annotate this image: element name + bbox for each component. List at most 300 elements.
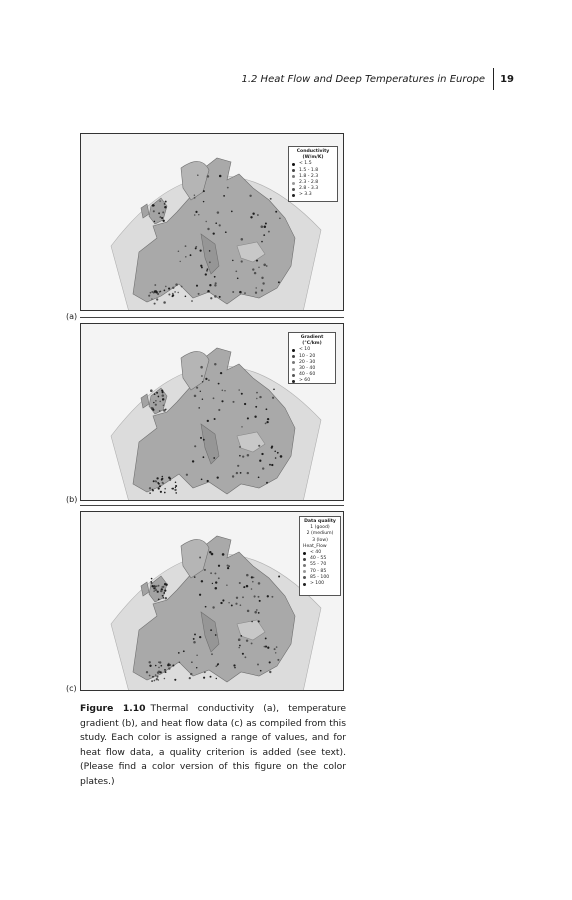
measurement-point	[165, 286, 167, 288]
measurement-point	[158, 667, 160, 669]
map-panel-b	[80, 323, 344, 501]
measurement-point	[155, 480, 157, 482]
measurement-point	[161, 586, 163, 588]
measurement-point	[169, 479, 171, 481]
measurement-point	[256, 392, 258, 394]
measurement-point	[273, 389, 275, 391]
measurement-point	[160, 590, 162, 592]
measurement-point	[235, 270, 237, 272]
legend-item-label: 40 - 60	[299, 372, 316, 378]
measurement-point	[213, 457, 215, 459]
measurement-point	[217, 211, 219, 213]
measurement-point	[180, 261, 181, 262]
measurement-point	[158, 212, 160, 214]
legend-item-label: 20 - 30	[299, 359, 316, 365]
measurement-point	[194, 576, 196, 578]
legend-item-label: > 100	[310, 581, 325, 587]
measurement-point	[175, 482, 177, 484]
measurement-point	[202, 398, 203, 399]
legend-item-label: 70 - 85	[310, 568, 327, 574]
measurement-point	[217, 476, 219, 478]
measurement-point	[214, 572, 216, 574]
caption-label: Figure 1.10	[80, 703, 146, 714]
measurement-point	[279, 217, 281, 219]
measurement-point	[215, 587, 218, 590]
measurement-point	[162, 476, 164, 478]
measurement-point	[236, 472, 238, 474]
measurement-point	[196, 387, 198, 389]
measurement-point	[247, 454, 250, 457]
measurement-point	[231, 604, 233, 606]
measurement-point	[260, 670, 262, 672]
measurement-point	[222, 553, 225, 556]
measurement-point	[270, 198, 272, 200]
measurement-point	[255, 292, 257, 294]
legend-item-label: 1 (good)	[310, 525, 330, 531]
measurement-point	[155, 400, 157, 402]
measurement-point	[239, 645, 241, 647]
measurement-point	[267, 418, 269, 420]
measurement-point	[257, 664, 259, 666]
measurement-point	[172, 287, 174, 289]
measurement-point	[154, 290, 156, 292]
measurement-point	[246, 639, 248, 641]
measurement-point	[256, 260, 258, 262]
measurement-point	[214, 418, 216, 420]
measurement-point	[157, 591, 159, 593]
legend-marker-icon	[292, 163, 295, 166]
measurement-point	[244, 403, 246, 405]
measurement-point	[161, 479, 163, 481]
measurement-point	[243, 586, 245, 588]
measurement-point	[172, 664, 174, 666]
measurement-point	[161, 390, 163, 392]
measurement-point	[191, 662, 192, 663]
legend-marker-icon	[292, 194, 295, 197]
measurement-point	[207, 480, 209, 482]
measurement-point	[247, 417, 249, 419]
measurement-point	[215, 581, 217, 583]
legend-marker-icon	[292, 380, 295, 383]
measurement-point	[154, 303, 156, 305]
measurement-point	[251, 642, 253, 644]
measurement-point	[204, 671, 206, 673]
measurement-point	[168, 293, 170, 295]
panel-label-c: (c)	[66, 684, 77, 693]
measurement-point	[163, 597, 164, 598]
measurement-point	[164, 678, 166, 680]
measurement-point	[172, 293, 174, 295]
measurement-point	[236, 597, 238, 599]
page-number: 19	[500, 73, 514, 85]
measurement-point	[250, 216, 252, 218]
measurement-point	[203, 456, 205, 458]
measurement-point	[269, 464, 271, 466]
measurement-point	[165, 584, 167, 586]
panel-divider	[80, 505, 344, 506]
measurement-point	[200, 391, 201, 392]
measurement-point	[212, 606, 214, 608]
measurement-point	[225, 231, 227, 233]
measurement-point	[154, 393, 156, 395]
measurement-point	[259, 396, 261, 398]
measurement-point	[201, 478, 203, 480]
measurement-point	[278, 281, 280, 283]
measurement-point	[168, 476, 170, 478]
measurement-point	[175, 492, 177, 494]
measurement-point	[218, 383, 220, 385]
legend-item-label: < 10	[299, 347, 311, 353]
measurement-point	[196, 655, 198, 657]
measurement-point	[185, 245, 187, 247]
measurement-point	[198, 407, 200, 409]
measurement-point	[246, 574, 249, 577]
measurement-point	[160, 665, 162, 667]
measurement-point	[234, 667, 236, 669]
measurement-point	[274, 451, 276, 453]
measurement-point	[151, 578, 153, 580]
legend-quality-items	[303, 525, 337, 544]
legend-item-label: 2.3 - 2.8	[299, 180, 319, 186]
legend-item	[303, 581, 337, 587]
measurement-point	[239, 455, 241, 457]
measurement-point	[190, 254, 192, 256]
measurement-point	[174, 291, 176, 293]
measurement-point	[156, 676, 158, 678]
measurement-point	[241, 238, 244, 241]
header-rule	[493, 68, 494, 90]
measurement-point	[158, 598, 160, 600]
legend-marker-icon	[292, 368, 295, 371]
measurement-point	[154, 284, 156, 286]
legend-title-c: Data quality	[304, 519, 336, 524]
legend-item-label: 10 - 20	[299, 353, 316, 359]
measurement-point	[207, 290, 210, 293]
measurement-point	[241, 393, 243, 395]
measurement-point	[156, 678, 158, 680]
measurement-point	[227, 565, 229, 567]
measurement-point	[165, 201, 167, 203]
measurement-point	[233, 664, 235, 666]
measurement-point	[205, 273, 207, 275]
measurement-point	[214, 295, 217, 298]
measurement-point	[215, 222, 217, 224]
measurement-point	[210, 572, 212, 574]
measurement-point	[259, 460, 261, 462]
measurement-point	[167, 664, 170, 667]
measurement-point	[221, 400, 223, 402]
legend-items-c	[303, 550, 337, 587]
measurement-point	[195, 246, 197, 248]
measurement-point	[240, 472, 242, 474]
measurement-point	[228, 602, 229, 603]
measurement-point	[178, 652, 180, 654]
measurement-point	[258, 596, 260, 598]
measurement-point	[266, 482, 268, 484]
measurement-point	[190, 673, 192, 675]
measurement-point	[205, 221, 206, 222]
measurement-point	[213, 397, 215, 399]
measurement-point	[222, 599, 224, 601]
measurement-point	[155, 674, 157, 676]
legend-item-label: 1.5 - 1.8	[299, 167, 319, 173]
measurement-point	[207, 268, 209, 270]
measurement-point	[200, 250, 202, 252]
measurement-point	[239, 446, 241, 448]
measurement-point	[156, 392, 158, 394]
measurement-point	[240, 635, 242, 637]
measurement-point	[156, 298, 158, 300]
measurement-point	[218, 409, 220, 411]
measurement-point	[251, 576, 253, 578]
measurement-point	[208, 379, 210, 381]
measurement-point	[198, 214, 199, 215]
measurement-point	[199, 636, 201, 638]
legend-item-label: 3 (low)	[312, 537, 328, 543]
legend-item-label: 1.8 - 2.3	[299, 173, 319, 179]
measurement-point	[159, 291, 161, 293]
measurement-point	[275, 652, 276, 653]
measurement-point	[158, 679, 159, 680]
measurement-point	[148, 661, 150, 663]
measurement-point	[266, 408, 268, 410]
measurement-point	[194, 197, 196, 199]
legend-item-label: > 3.3	[299, 192, 312, 198]
legend-item-label: < 40	[310, 550, 322, 556]
measurement-point	[214, 276, 216, 278]
measurement-point	[224, 390, 225, 391]
measurement-point	[216, 678, 217, 679]
measurement-point	[246, 585, 249, 588]
measurement-point	[210, 676, 212, 678]
measurement-point	[164, 290, 166, 292]
measurement-point	[251, 621, 253, 623]
measurement-point	[242, 455, 244, 457]
measurement-point	[256, 398, 257, 399]
measurement-point	[160, 671, 162, 673]
measurement-point	[195, 247, 197, 249]
measurement-point	[211, 653, 213, 655]
measurement-point	[200, 437, 202, 439]
map-panel-c	[80, 511, 344, 691]
measurement-point	[219, 175, 222, 178]
measurement-point	[175, 485, 177, 487]
measurement-point	[258, 620, 260, 622]
measurement-point	[213, 232, 215, 234]
measurement-point	[241, 426, 242, 427]
measurement-point	[258, 476, 260, 478]
measurement-point	[227, 187, 229, 189]
measurement-point	[239, 582, 241, 584]
measurement-point	[249, 195, 251, 197]
measurement-point	[210, 629, 212, 631]
measurement-point	[257, 214, 259, 216]
legend-marker-icon	[303, 558, 306, 561]
measurement-point	[159, 410, 161, 412]
measurement-point	[150, 292, 152, 294]
measurement-point	[259, 600, 261, 602]
measurement-point	[218, 577, 220, 579]
measurement-point	[162, 211, 164, 213]
measurement-point	[186, 474, 188, 476]
measurement-point	[151, 291, 152, 292]
measurement-point	[215, 665, 217, 667]
measurement-point	[196, 285, 198, 287]
legend-marker-icon	[303, 570, 306, 573]
measurement-point	[209, 551, 211, 553]
measurement-point	[241, 260, 243, 262]
legend-item	[292, 378, 332, 384]
measurement-point	[271, 596, 273, 598]
measurement-point	[205, 606, 207, 608]
measurement-point	[158, 487, 160, 489]
legend-marker-icon	[303, 576, 306, 579]
measurement-point	[151, 585, 153, 587]
measurement-point	[198, 293, 200, 295]
measurement-point	[207, 420, 209, 422]
measurement-point	[265, 223, 267, 225]
measurement-point	[261, 225, 264, 228]
measurement-point	[159, 485, 161, 487]
measurement-point	[220, 602, 222, 604]
measurement-point	[162, 595, 164, 597]
legend-b	[288, 332, 336, 384]
measurement-point	[262, 467, 264, 469]
measurement-point	[203, 190, 205, 192]
measurement-point	[151, 407, 153, 409]
legend-item-label: 55 - 70	[310, 562, 327, 568]
measurement-point	[163, 220, 165, 222]
legend-item-label: > 60	[299, 378, 311, 384]
measurement-point	[203, 201, 204, 202]
measurement-point	[174, 679, 176, 681]
measurement-point	[254, 595, 256, 597]
measurement-point	[226, 585, 227, 586]
measurement-point	[261, 453, 263, 455]
measurement-point	[149, 665, 151, 667]
measurement-point	[255, 287, 256, 288]
measurement-point	[242, 596, 244, 598]
measurement-point	[163, 592, 165, 594]
measurement-point	[258, 612, 260, 614]
measurement-point	[155, 665, 157, 667]
measurement-point	[148, 295, 150, 297]
measurement-point	[154, 221, 156, 223]
measurement-point	[164, 206, 166, 208]
measurement-point	[174, 489, 176, 491]
measurement-point	[201, 580, 203, 582]
measurement-point	[203, 677, 205, 679]
measurement-point	[254, 611, 257, 614]
legend-items-a	[292, 161, 334, 198]
running-head	[241, 68, 514, 90]
measurement-point	[264, 226, 267, 229]
measurement-point	[275, 457, 277, 459]
measurement-point	[195, 211, 197, 213]
legend-c	[299, 516, 341, 596]
measurement-point	[164, 669, 166, 671]
measurement-point	[218, 565, 220, 567]
measurement-point	[163, 405, 164, 406]
measurement-point	[199, 557, 201, 559]
measurement-point	[168, 667, 170, 669]
caption-text: Thermal conductivity (a), temperature gradient (b), and heat flow data (c) as compiled from this study. Each color is assigned a range of values, and for heat flow data, a quality criterion is added (see text). (Please find a color version of this figure on the color plates.)	[80, 703, 346, 787]
measurement-point	[203, 439, 205, 441]
measurement-point	[149, 675, 151, 677]
measurement-point	[232, 401, 234, 403]
legend-item-label: 30 - 40	[299, 366, 316, 372]
measurement-point	[265, 422, 267, 424]
measurement-point	[209, 284, 211, 286]
measurement-point	[238, 638, 241, 641]
measurement-point	[261, 289, 263, 291]
measurement-point	[185, 256, 187, 258]
measurement-point	[168, 288, 170, 290]
measurement-point	[252, 213, 254, 215]
measurement-point	[162, 399, 163, 400]
measurement-point	[223, 195, 225, 197]
measurement-point	[253, 577, 255, 579]
measurement-point	[238, 389, 240, 391]
legend-item-label: 2.8 - 3.3	[299, 186, 319, 192]
measurement-point	[254, 416, 256, 418]
measurement-point	[261, 241, 263, 243]
measurement-point	[277, 659, 279, 661]
legend-marker-icon	[292, 182, 295, 185]
measurement-point	[165, 597, 167, 599]
measurement-point	[153, 402, 154, 403]
measurement-point	[239, 291, 242, 294]
measurement-point	[197, 174, 199, 176]
measurement-point	[178, 251, 180, 253]
measurement-point	[212, 583, 213, 584]
measurement-point	[228, 565, 230, 567]
measurement-point	[271, 446, 273, 448]
legend-a	[288, 146, 338, 202]
measurement-point	[269, 661, 271, 663]
measurement-point	[244, 292, 245, 293]
measurement-point	[247, 472, 249, 474]
legend-marker-icon	[292, 361, 295, 364]
measurement-point	[150, 389, 153, 392]
measurement-point	[277, 452, 279, 454]
measurement-point	[193, 641, 196, 644]
measurement-point	[162, 482, 164, 484]
measurement-point	[206, 270, 208, 272]
measurement-point	[219, 296, 221, 298]
measurement-point	[280, 455, 283, 458]
legend-item	[292, 192, 334, 198]
measurement-point	[175, 283, 178, 286]
measurement-point	[232, 291, 234, 293]
measurement-point	[152, 489, 154, 491]
measurement-point	[207, 228, 209, 230]
measurement-point	[258, 267, 259, 268]
measurement-point	[159, 200, 160, 201]
measurement-point	[215, 282, 217, 284]
legend-item-label: < 1.5	[299, 161, 312, 167]
measurement-point	[266, 421, 268, 423]
measurement-point	[161, 217, 163, 219]
measurement-point	[242, 653, 244, 655]
figure-1-10	[80, 133, 344, 691]
measurement-point	[244, 656, 246, 658]
measurement-point	[267, 595, 269, 597]
measurement-point	[160, 491, 162, 493]
measurement-point	[274, 648, 276, 650]
measurement-point	[209, 261, 211, 263]
measurement-point	[276, 646, 278, 648]
